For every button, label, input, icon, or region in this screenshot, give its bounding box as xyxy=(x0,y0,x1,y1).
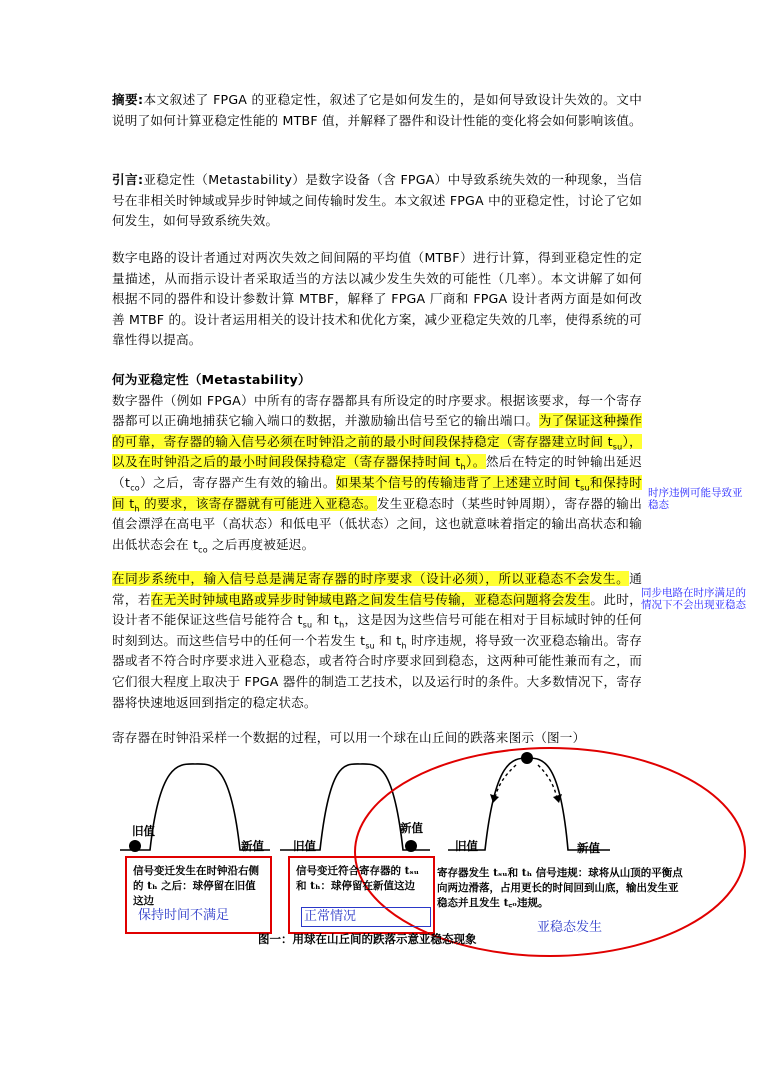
hill1-new-value: 新值 xyxy=(241,839,264,853)
p1-text-e: 之后再度被延迟。 xyxy=(207,536,315,552)
annotation-hold-time: 保持时间不满足 xyxy=(138,908,230,923)
ball-3-icon xyxy=(521,752,533,764)
p2-sub-su: su xyxy=(302,620,313,630)
p1-sub-su: su xyxy=(612,442,623,452)
p2-highlight-1: 在同步系统中，输入信号总是满足寄存器的时序要求（设计必须），所以亚稳态不会发生。 xyxy=(112,571,630,586)
p1-highlight-6: 的要求，该寄存器就有可能进入亚稳态。 xyxy=(139,495,377,511)
p1-sub-h: h xyxy=(460,462,466,472)
hill3-old-value: 旧值 xyxy=(455,839,478,853)
p2-text-b: 。此时，设计者不能保证这些信号能符合 t xyxy=(112,591,642,628)
p1-sub-co-2: co xyxy=(198,545,208,555)
hill2-new-value: 新值 xyxy=(400,821,423,835)
p1-highlight-4: 如果某个信号的传输违背了上述建立时间 t xyxy=(335,474,581,490)
caption-1: 信号变迁发生在时钟沿右侧的 tₕ 之后：球停留在旧值这边 xyxy=(133,865,259,907)
annotation-metastable: 亚稳态发生 xyxy=(537,920,603,935)
abstract-label: 摘要: xyxy=(112,92,144,107)
margin-note-1: 时序违例可能导致亚稳态 xyxy=(648,487,743,511)
hill2-old-value: 旧值 xyxy=(293,839,316,853)
hill3-new-value: 新值 xyxy=(577,841,600,855)
p1-sub-h-2: h xyxy=(134,504,140,514)
p1-text-a: 数字器件（例如 FPGA）中所有的寄存器都具有所设定的时序要求。根据该要求，每一个寄存器都可以正确地捕获它输入端口的数据，并激励输出信号至它的输出端口。 xyxy=(112,392,642,429)
intro-label: 引言: xyxy=(112,172,144,187)
mtbf-paragraph: 数字电路的设计者通过对两次失效之间间隔的平均值（MTBF）进行计算，得到亚稳定性的定量描述，从而指示设计者采取适当的方法以减少发生失效的可能性（几率）。本文讲解了如何根据不同的器件和设计参数计算 MTBF，解释了 FPGA 厂商和 FPGA 设计者两方面是如何改善 MTBF 的。设计者运用相关的设计技术和优化方案，减少亚稳定失效的几率，使得系统的可靠性得以提高。 xyxy=(112,250,642,348)
p1-highlight-3: ）。 xyxy=(465,454,486,470)
caption-2: 信号变迁符合寄存器的 tₛᵤ和 tₕ：球停留在新值这边 xyxy=(296,865,420,892)
abstract-text: 本文叙述了 FPGA 的亚稳定性，叙述了它是如何发生的，是如何导致设计失效的。文中说明了如何计算亚稳定性能的 MTBF 值，并解释了器件和设计性能的变化将会如何影响该值。 xyxy=(112,92,643,128)
p2-text-e: 和 t xyxy=(374,632,402,648)
hill-3 xyxy=(448,758,610,850)
p1-sub-co: co xyxy=(130,483,140,493)
caption-3: 寄存器发生 tₛᵤ和 tₕ 信号违规：球将从山顶的平衡点向两边滑落，占用更长的时间回到山底，输出发生亚稳态并且发生 t꜀ₒ违规。 xyxy=(437,867,683,909)
p2-text-c: 和 t xyxy=(312,612,340,628)
p1-text-d: 发生亚稳态时（某些时钟周期），寄存器的输出值会漂浮在高电平（高状态）和低电平（低状态）之间，这也就意味着指定的输出高状态和输出低状态会在 t xyxy=(112,495,642,552)
p2-sub-h-2: h xyxy=(401,641,407,651)
p1-text-c: ）之后，寄存器产生有效的输出。 xyxy=(139,474,336,490)
p1-text-b: 然后在特定的时钟输出延迟（t xyxy=(112,454,642,490)
section-paragraph-3: 寄存器在时钟沿采样一个数据的过程，可以用一个球在山丘间的跌落来图示（图一） xyxy=(112,730,586,745)
p2-sub-su-2: su xyxy=(365,641,375,651)
figure-caption: 图一：用球在山丘间的跌落示意亚稳态现象 xyxy=(258,932,477,946)
p2-text-d: ，这是因为这些信号可能在相对于目标域时钟的任何时刻到达。而这些信号中的任何一个若发生 t xyxy=(112,612,642,648)
p2-text-a: 通常，若 xyxy=(112,571,642,607)
intro-text: 亚稳定性（Metastability）是数字设备（含 FPGA）中导致系统失效的一种现象，当信号在非相关时钟域或异步时钟域之间传输时发生。本文叙述 FPGA 中的亚稳定性，讨论了它如何发生，如何导致系统失效。 xyxy=(112,172,643,229)
hill1-old-value: 旧值 xyxy=(132,824,155,838)
p1-highlight-2: ），以及在时钟沿之后的最小时间段保持稳定（寄存器保持时间 t xyxy=(112,433,642,470)
p2-highlight-2: 在无关时钟域电路或异步时钟域电路之间发生信号传输，亚稳态问题将会发生 xyxy=(150,591,591,607)
section-heading: 何为亚稳定性（Metastability） xyxy=(112,372,311,387)
ball-1-icon xyxy=(129,840,141,852)
p1-sub-su-2: su xyxy=(580,483,590,493)
p2-text-f: 时序违规，将导致一次亚稳态输出。寄存器或者不符合时序要求进入亚稳态，或者符合时序要求回到稳态，这两种可能性兼而有之，而它们很大程度上取决于 FPGA 器件的制造工艺技术，以及运行时的条件。大多数情况下，寄存器将快速地返回到指定的稳定状态。 xyxy=(112,632,642,710)
arrow-right-icon xyxy=(538,765,557,798)
p1-highlight-1: 为了保证这种操作的可靠，寄存器的输入信号必须在时钟沿之前的最小时间段保持稳定（寄存器建立时间 t xyxy=(112,413,642,449)
p1-highlight-5: 和保持时间 t xyxy=(112,474,642,511)
margin-note-2: 同步电路在时序满足的情况下不会出现亚稳态 xyxy=(641,587,746,611)
annotation-normal: 正常情况 xyxy=(301,907,431,927)
p2-sub-h: h xyxy=(339,620,345,630)
ball-2-icon xyxy=(405,840,417,852)
